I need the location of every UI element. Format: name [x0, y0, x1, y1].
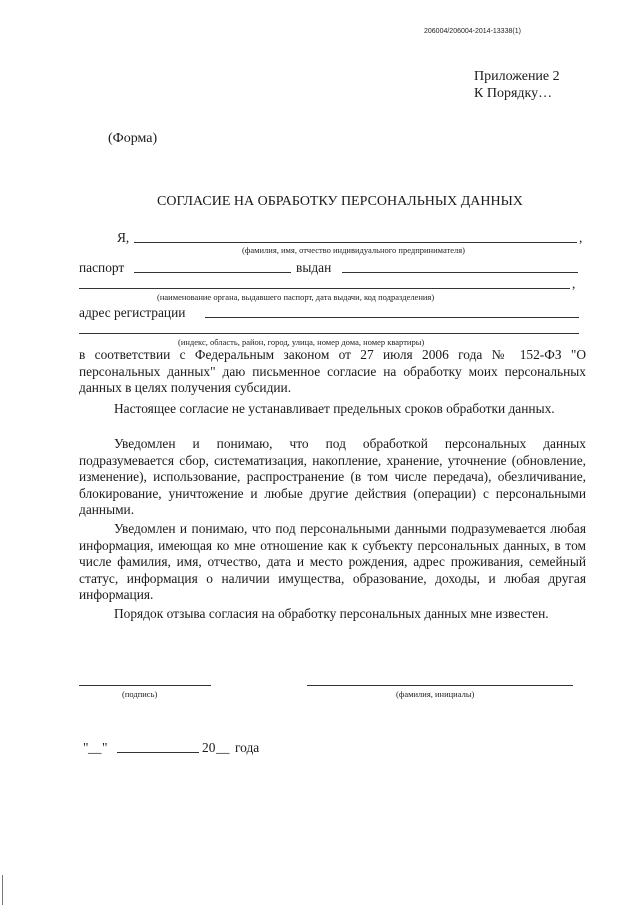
address-label: адрес регистрации	[79, 305, 186, 320]
date-year-field[interactable]: __	[216, 740, 230, 755]
date-day-field[interactable]: __	[88, 740, 102, 755]
address-field-line[interactable]	[205, 317, 579, 318]
appendix-line-2: К Порядку…	[474, 86, 553, 101]
date-close-quote: "	[102, 740, 108, 755]
address-caption: (индекс, область, район, город, улица, номер дома, номер квартиры)	[178, 337, 425, 347]
paragraph-processing: Уведомлен и понимаю, что под обработкой персональных данных подразумевается сбор, систематизация, накопление, хранение, уточнение (обновление, изменение), использование, распространение (в том числе передача), обезличивание, блокирование, уничтожение и любые другие действия (операции) с персональными данными.	[79, 436, 586, 517]
scan-edge-mark	[2, 875, 3, 905]
signature-caption: (подпись)	[122, 689, 158, 699]
fio-field-line[interactable]	[134, 242, 577, 243]
paragraph-law-consent: в соответствии с Федеральным законом от 27 июля 2006 года № 152-ФЗ "О персональных данных" даю письменное согласие на обработку моих персональных данных в целях получения субсидии.	[79, 347, 586, 395]
document-title: СОГЛАСИЕ НА ОБРАБОТКУ ПЕРСОНАЛЬНЫХ ДАННЫХ	[157, 194, 523, 209]
passport-label: паспорт	[79, 260, 125, 275]
document-id: 206004/206004-2014-13338(1)	[424, 28, 521, 35]
date-open-quote: "	[83, 740, 89, 755]
issued-field-line[interactable]	[342, 272, 578, 273]
date-year-prefix: 20	[202, 740, 216, 755]
signature-field-line[interactable]	[79, 685, 211, 686]
fio-caption: (фамилия, имя, отчество индивидуального предпринимателя)	[242, 245, 465, 255]
issuer-caption: (наименование органа, выдавшего паспорт, дата выдачи, код подразделения)	[157, 292, 435, 302]
paragraph-personal-data: Уведомлен и понимаю, что под персональными данными подразумевается любая информация, имеющая ко мне отношение как к субъекту персональных данных, в том числе фамилия, имя, отчество, дата и место рождения, адрес проживания, семейный статус, информация о наличии имущества, образование, доходы, и любая другая информация.	[79, 521, 586, 602]
appendix-line-1: Приложение 2	[474, 69, 560, 84]
issuer-comma: ,	[572, 276, 576, 291]
name-initials-caption: (фамилия, инициалы)	[396, 689, 475, 699]
ya-label: Я,	[117, 230, 130, 245]
paragraph-revocation: Порядок отзыва согласия на обработку персональных данных мне известен.	[114, 606, 549, 621]
paragraph-term: Настоящее согласие не устанавливает предельных сроков обработки данных.	[114, 401, 555, 416]
fio-comma: ,	[579, 230, 583, 245]
date-year-suffix: года	[235, 740, 260, 755]
date-month-field-line[interactable]	[117, 752, 199, 753]
form-label: (Форма)	[108, 131, 158, 146]
issuer-field-line[interactable]	[79, 288, 570, 289]
passport-field-line[interactable]	[134, 272, 291, 273]
address-field-line-2[interactable]	[79, 333, 579, 334]
issued-label: выдан	[296, 260, 332, 275]
name-initials-field-line[interactable]	[307, 685, 573, 686]
